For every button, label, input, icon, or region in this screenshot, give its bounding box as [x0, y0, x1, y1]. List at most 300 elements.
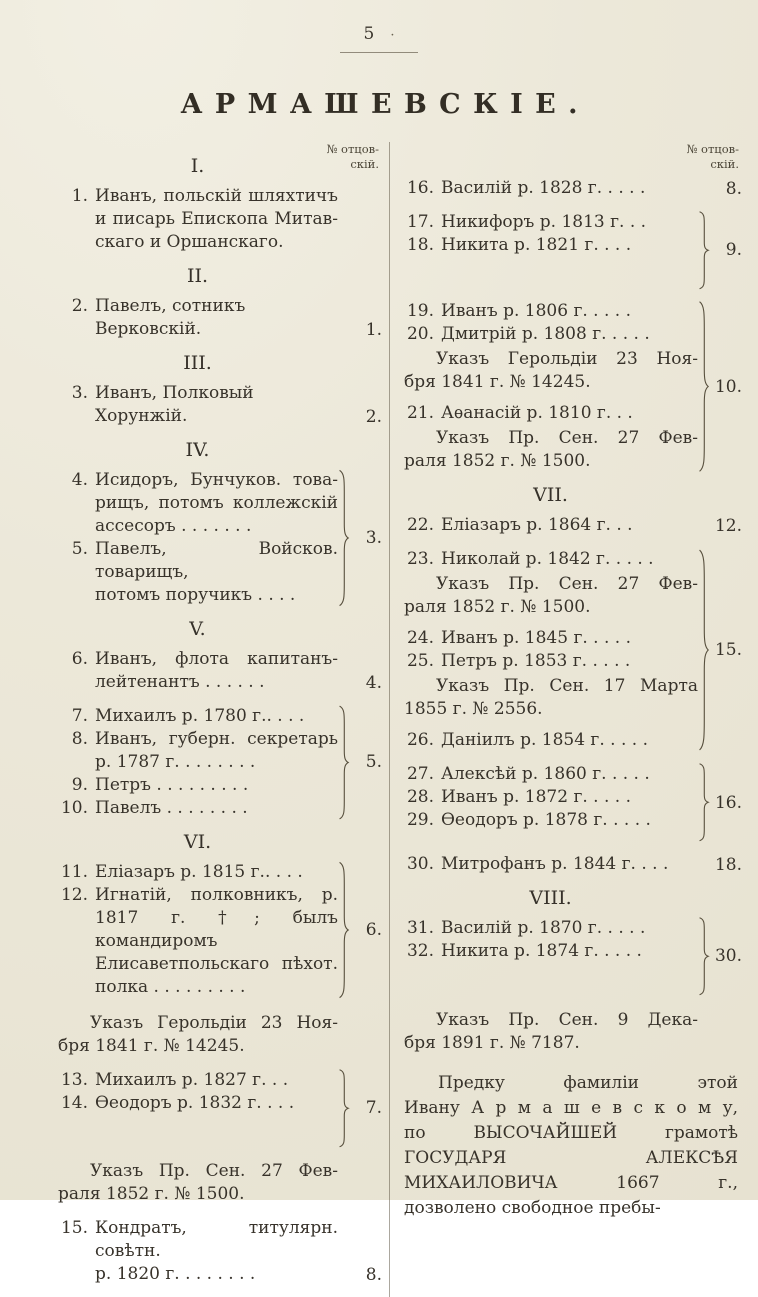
entry-text-line: Василій р. 1870 г. . . . . [441, 918, 646, 938]
entry-text [441, 786, 698, 809]
entry-text-line: Никита р. 1821 г. . . . [441, 234, 632, 255]
entry-row [58, 884, 338, 999]
entry-text [95, 728, 338, 774]
father-number-spacer [349, 185, 382, 254]
father-number: 1. [365, 319, 382, 340]
brace-slot [698, 917, 709, 996]
group-main [58, 705, 338, 820]
entry-row [58, 774, 338, 797]
entry-group [404, 763, 742, 842]
entry-text [441, 917, 698, 940]
entry-number: 24. [406, 628, 434, 649]
entry-text [95, 469, 338, 538]
father-number: 5. [365, 752, 382, 773]
entry-text-line: Митрофанъ р. 1844 г. . . . [441, 854, 669, 874]
entry-text-line: Павелъ . . . . . . . . [95, 797, 248, 818]
entry-row [58, 728, 338, 774]
entry-number: 28. [406, 787, 434, 808]
entry-text-line: Никита р. 1874 г. . . . . [441, 941, 642, 961]
entry-text [95, 185, 338, 254]
entry-row [404, 650, 698, 673]
grouping-brace-icon [698, 211, 709, 290]
entry-text-line: Исидоръ, Бунчуков. това- [95, 469, 338, 490]
entry-number: 30. [406, 854, 434, 874]
father-number: 18. [714, 855, 742, 875]
entry-text-line: Петръ р. 1853 г. . . . . [441, 651, 631, 672]
group-main [58, 861, 338, 999]
entry-row [404, 300, 698, 323]
register-column-right [389, 142, 742, 1297]
entry-text [95, 648, 338, 694]
brace-slot [338, 469, 349, 607]
column-header-line: № отцов- [326, 142, 379, 156]
closing-paragraph-line: Предку фамиліи этой [438, 1072, 738, 1093]
register-column-left [58, 142, 382, 1297]
entry-row [58, 538, 338, 607]
entry-group [404, 917, 742, 996]
entry-text-line: Елисаветпольскаго пѣхот. [95, 953, 338, 974]
ukaz-note-line: 1855 г. № 2556. [404, 699, 543, 720]
ukaz-note [58, 1012, 338, 1058]
entry-text [441, 627, 698, 650]
father-number: 7. [365, 1098, 382, 1119]
entry-text [95, 774, 338, 797]
entry-row [404, 402, 698, 425]
entry-text-line: Алексѣй р. 1860 г. . . . . [441, 764, 650, 785]
entry-text-line: Ѳеодоръ р. 1878 г. . . . . [441, 810, 651, 831]
grouping-brace-icon [698, 548, 709, 752]
father-number-spacer [349, 1158, 382, 1206]
entry-text [441, 234, 698, 257]
grouping-brace-icon [698, 917, 709, 996]
entry-text [441, 514, 698, 537]
entry-text [95, 1092, 338, 1115]
group-main [58, 648, 338, 694]
entry-text [95, 648, 338, 694]
entry-number: 2. [71, 295, 88, 316]
entry-number: 21. [406, 403, 434, 424]
group-main [404, 548, 698, 752]
entry-row [404, 786, 698, 809]
father-number: 10. [714, 376, 742, 397]
entry-number: 11. [60, 861, 88, 882]
entry-text-line: р. 1787 г. . . . . . . . [95, 751, 256, 772]
group-main [58, 469, 338, 607]
entry-row [404, 917, 698, 940]
entry-text-line: Даніилъ р. 1854 г. . . . . [441, 730, 648, 751]
entry-text-line: Дмитрій р. 1808 г. . . . . [441, 324, 650, 345]
entry-number: 6. [71, 648, 88, 669]
entry-number: 20. [406, 324, 434, 345]
entry-group [404, 300, 742, 473]
entry-text-line: полка . . . . . . . . . [95, 976, 246, 997]
entry-number: 14. [60, 1092, 88, 1113]
entry-text [441, 177, 698, 200]
entry-group [58, 1217, 382, 1286]
closing-paragraph-line: дозволено свободное пребы- [404, 1197, 661, 1218]
generation-heading: II. [186, 264, 209, 287]
entry-text [441, 548, 698, 571]
entry-group [404, 177, 742, 200]
entry-text [95, 538, 338, 607]
ukaz-note-line: Указъ Пр. Сен. 9 Дека- [436, 1009, 698, 1030]
brace-slot [338, 185, 349, 254]
ukaz-note-line: Указъ Герольдіи 23 Ноя- [436, 349, 698, 370]
generation-heading: V. [189, 617, 206, 640]
group-main [58, 382, 338, 428]
ukaz-note-block [58, 1010, 382, 1058]
entry-text [441, 548, 698, 571]
entry-text [441, 809, 698, 832]
entry-row [404, 763, 698, 786]
entry-number: 32. [406, 941, 434, 961]
entry-text [95, 728, 338, 774]
entry-number: 17. [406, 211, 434, 232]
brace-slot [698, 1007, 709, 1055]
entry-number: 29. [406, 810, 434, 831]
entry-text [95, 797, 338, 820]
entry-number: 19. [406, 301, 434, 322]
entry-number: 16. [406, 177, 434, 198]
brace-slot [338, 382, 349, 428]
column-header-line: скій. [710, 156, 739, 171]
entry-group [58, 185, 382, 254]
ukaz-note [404, 1009, 698, 1055]
entry-text [95, 382, 338, 428]
entry-text [95, 884, 338, 999]
grouping-brace-icon [338, 469, 349, 607]
closing-paragraph-line: по ВЫСОЧАЙШЕЙ грамотѣ [404, 1122, 738, 1143]
entry-text-line: Иванъ, флота капитанъ- [95, 648, 338, 669]
father-number: 15. [714, 640, 742, 661]
group-main [404, 917, 698, 996]
entry-row [404, 514, 698, 537]
brace-slot [338, 861, 349, 999]
entry-text-line: Кондратъ, титулярн. совѣтн. [95, 1218, 338, 1262]
entry-number: 22. [406, 515, 434, 536]
entry-group [58, 382, 382, 428]
entry-text [441, 323, 698, 346]
father-number: 4. [365, 672, 382, 693]
entry-text-line: ассесоръ . . . . . . . [95, 515, 252, 536]
brace-slot [338, 1010, 349, 1058]
entry-row [404, 548, 698, 571]
ukaz-note-line: бря 1841 г. № 14245. [404, 372, 591, 393]
ukaz-note-line: Указъ Пр. Сен. 17 Марта [436, 676, 698, 697]
entry-text [441, 853, 698, 876]
ukaz-note-line: бря 1841 г. № 14245. [58, 1035, 245, 1056]
entry-text [441, 402, 698, 425]
entry-text [441, 211, 698, 234]
entry-row [58, 797, 338, 820]
entry-row [404, 940, 698, 963]
entry-group [404, 514, 742, 537]
group-main [404, 853, 698, 876]
ukaz-note-line: бря 1891 г. № 7187. [404, 1032, 580, 1053]
entry-text [95, 1069, 338, 1092]
entry-text-line: скаго и Оршанскаго. [95, 231, 284, 252]
ukaz-note [58, 1012, 338, 1058]
ukaz-note [404, 348, 698, 394]
group-main [404, 1007, 698, 1055]
entry-row [58, 382, 338, 428]
entry-text [95, 1217, 338, 1286]
entry-text-line: Михаилъ р. 1780 г.. . . . [95, 705, 305, 726]
entry-row [58, 705, 338, 728]
entry-number: 3. [71, 382, 88, 403]
page-number-rule [340, 52, 418, 53]
entry-text-line: Иванъ, Полковый Хорунжій. [95, 382, 254, 426]
entry-text-line: Павелъ, сотникъ Верковскій. [95, 295, 246, 339]
father-number-spacer [709, 1007, 742, 1055]
generation-heading: IV. [185, 438, 210, 461]
group-main [404, 514, 698, 537]
entry-row [404, 853, 698, 876]
ukaz-note-line: раля 1852 г. № 1500. [404, 451, 591, 472]
entry-row [404, 627, 698, 650]
entry-number: 8. [71, 728, 88, 749]
group-main [404, 177, 698, 200]
entry-text [441, 940, 698, 963]
entry-text [95, 469, 338, 538]
entry-text [95, 861, 338, 884]
entry-row [404, 809, 698, 832]
entry-text-line: Иванъ р. 1872 г. . . . . [441, 787, 631, 808]
entry-number: 13. [60, 1069, 88, 1090]
entry-text [441, 650, 698, 673]
brace-slot [338, 1217, 349, 1286]
entry-text [441, 940, 698, 963]
entry-number: 12. [60, 884, 88, 905]
grouping-brace-icon [698, 300, 709, 473]
brace-slot [698, 177, 709, 200]
entry-text [95, 705, 338, 728]
entry-text [441, 300, 698, 323]
group-main [58, 295, 338, 341]
entry-number: 5. [71, 538, 88, 559]
closing-paragraph-line: Ивану А р м а ш е в с к о м у, [404, 1097, 738, 1118]
ukaz-note [404, 675, 698, 721]
brace-slot [698, 300, 709, 473]
entry-text [95, 1069, 338, 1092]
entry-text [441, 763, 698, 786]
entry-text-line: Василій р. 1828 г. . . . . [441, 177, 646, 198]
entry-text [441, 729, 698, 752]
entry-text [441, 402, 698, 425]
ukaz-note [404, 1009, 698, 1055]
generation-heading: VIII. [529, 887, 572, 909]
ukaz-note-line: раля 1852 г. № 1500. [404, 597, 591, 618]
entry-text-line: 1817 г. †; былъ командиромъ [95, 907, 338, 951]
entry-text [441, 650, 698, 673]
column-header-line: № отцов- [686, 142, 739, 156]
entry-text [441, 853, 698, 876]
entry-text [95, 1217, 338, 1286]
closing-paragraph-line: МИХАИЛОВИЧА 1667 г., [404, 1172, 738, 1193]
entry-number: 31. [406, 918, 434, 938]
entry-text [441, 300, 698, 323]
father-number: 12. [714, 516, 742, 537]
entry-text-line: Никифоръ р. 1813 г. . . [441, 211, 647, 232]
brace-slot [698, 514, 709, 537]
entry-text-line: Еліазаръ р. 1815 г.. . . . [95, 861, 303, 882]
entry-row [404, 729, 698, 752]
brace-slot [698, 763, 709, 842]
entry-number: 27. [406, 764, 434, 785]
group-main [58, 1217, 338, 1286]
brace-slot [698, 548, 709, 752]
ukaz-note [58, 1160, 338, 1206]
entry-group [58, 295, 382, 341]
entry-number: 1. [71, 185, 88, 206]
entry-number: 18. [406, 234, 434, 255]
ukaz-note [404, 427, 698, 473]
entry-row [58, 469, 338, 538]
entry-text [95, 861, 338, 884]
grouping-brace-icon [338, 705, 349, 820]
closing-paragraph [404, 1071, 742, 1221]
entry-group [404, 211, 742, 290]
grouping-brace-icon [698, 763, 709, 842]
father-number: 3. [365, 527, 382, 548]
entry-group [58, 469, 382, 607]
ukaz-note [58, 1160, 338, 1206]
closing-paragraph-line: ГОСУДАРЯ АЛЕКСѢЯ [404, 1147, 738, 1168]
ukaz-note-line: раля 1852 г. № 1500. [58, 1184, 245, 1205]
father-number: 16. [714, 792, 742, 813]
entry-group [58, 861, 382, 999]
column-header-line: скій. [350, 156, 379, 171]
brace-slot [338, 1158, 349, 1206]
entry-row [58, 1217, 338, 1286]
entry-text-line: Иванъ р. 1806 г. . . . . [441, 301, 631, 322]
entry-row [58, 1092, 338, 1115]
father-number-spacer [349, 1010, 382, 1058]
entry-row [58, 295, 338, 341]
entry-text [95, 774, 338, 797]
brace-slot [698, 211, 709, 290]
father-number: 6. [365, 919, 382, 940]
entry-text-line: Иванъ, польскій шляхтичъ [95, 185, 338, 206]
entry-text-line: Игнатій, полковникъ, р. [95, 884, 338, 905]
ukaz-note-line: Указъ Герольдіи 23 Ноя- [90, 1012, 338, 1033]
entry-text [95, 1092, 338, 1115]
entry-text [95, 884, 338, 999]
entry-text [95, 797, 338, 820]
entry-text-line: и писарь Епископа Митав- [95, 208, 338, 229]
entry-text [95, 538, 338, 607]
ukaz-note-block [58, 1158, 382, 1206]
entry-text-line: рищъ, потомъ коллежскій [95, 492, 338, 513]
generation-heading: I. [190, 154, 205, 177]
entry-text [441, 177, 698, 200]
entry-text-line: Иванъ, губерн. секретарь [95, 728, 338, 749]
entry-text [95, 185, 338, 254]
entry-text-line: Аѳанасій р. 1810 г. . . [441, 403, 633, 424]
entry-text-line: лейтенантъ . . . . . . [95, 671, 265, 692]
entry-row [58, 861, 338, 884]
entry-text [95, 295, 338, 341]
entry-text-line: Иванъ р. 1845 г. . . . . [441, 628, 631, 649]
entry-text [441, 323, 698, 346]
father-number-column-header [404, 142, 742, 172]
father-number: 30. [714, 946, 742, 967]
entry-number: 9. [71, 774, 88, 795]
entry-text [441, 786, 698, 809]
ukaz-note [404, 573, 698, 619]
ukaz-note-line: Указъ Пр. Сен. 27 Фев- [436, 428, 698, 449]
brace-slot [338, 705, 349, 820]
page-number-mark: · [390, 28, 395, 43]
brace-slot [338, 648, 349, 694]
ukaz-note [404, 675, 698, 721]
entry-row [58, 648, 338, 694]
group-main [404, 300, 698, 473]
entry-number: 10. [60, 797, 88, 818]
grouping-brace-icon [338, 1069, 349, 1148]
entry-row [404, 234, 698, 257]
brace-slot [338, 1069, 349, 1148]
group-main [404, 211, 698, 290]
entry-text [441, 763, 698, 786]
ukaz-note-line: Указъ Пр. Сен. 27 Фев- [436, 574, 698, 595]
entry-text [441, 809, 698, 832]
entry-text [441, 234, 698, 257]
entry-text [441, 627, 698, 650]
brace-slot [698, 853, 709, 876]
entry-group [404, 548, 742, 752]
group-main [58, 1010, 338, 1058]
entry-number: 15. [60, 1218, 88, 1239]
entry-row [404, 323, 698, 346]
page-header [0, 0, 758, 53]
entry-text [441, 917, 698, 940]
entry-group [404, 853, 742, 876]
father-number: 9. [725, 240, 742, 261]
page-number: 5 [363, 24, 375, 44]
two-column-register [0, 142, 758, 1297]
entry-group [58, 648, 382, 694]
entry-text-line: Михаилъ р. 1827 г. . . [95, 1069, 289, 1090]
entry-text [441, 211, 698, 234]
entry-row [58, 1069, 338, 1092]
brace-slot [338, 295, 349, 341]
column-items [404, 177, 742, 1221]
father-number: 8. [365, 1265, 382, 1286]
entry-text [95, 295, 338, 341]
entry-text [95, 705, 338, 728]
entry-group [58, 705, 382, 820]
father-number: 8. [725, 178, 742, 199]
entry-text [95, 382, 338, 428]
father-number: 2. [365, 406, 382, 427]
grouping-brace-icon [338, 861, 349, 999]
ukaz-note [404, 427, 698, 473]
ukaz-note-block [404, 1007, 742, 1055]
entry-row [404, 211, 698, 234]
entry-text [441, 514, 698, 537]
entry-row [58, 185, 338, 254]
entry-number: 23. [406, 549, 434, 570]
entry-number: 7. [71, 705, 88, 726]
group-main [58, 1069, 338, 1148]
entry-text-line: Петръ . . . . . . . . . [95, 774, 249, 795]
entry-text-line: Еліазаръ р. 1864 г. . . [441, 515, 633, 536]
entry-group [58, 1069, 382, 1148]
group-main [58, 1158, 338, 1206]
entry-number: 4. [71, 469, 88, 490]
entry-text-line: Ѳеодоръ р. 1832 г. . . . [95, 1092, 295, 1113]
